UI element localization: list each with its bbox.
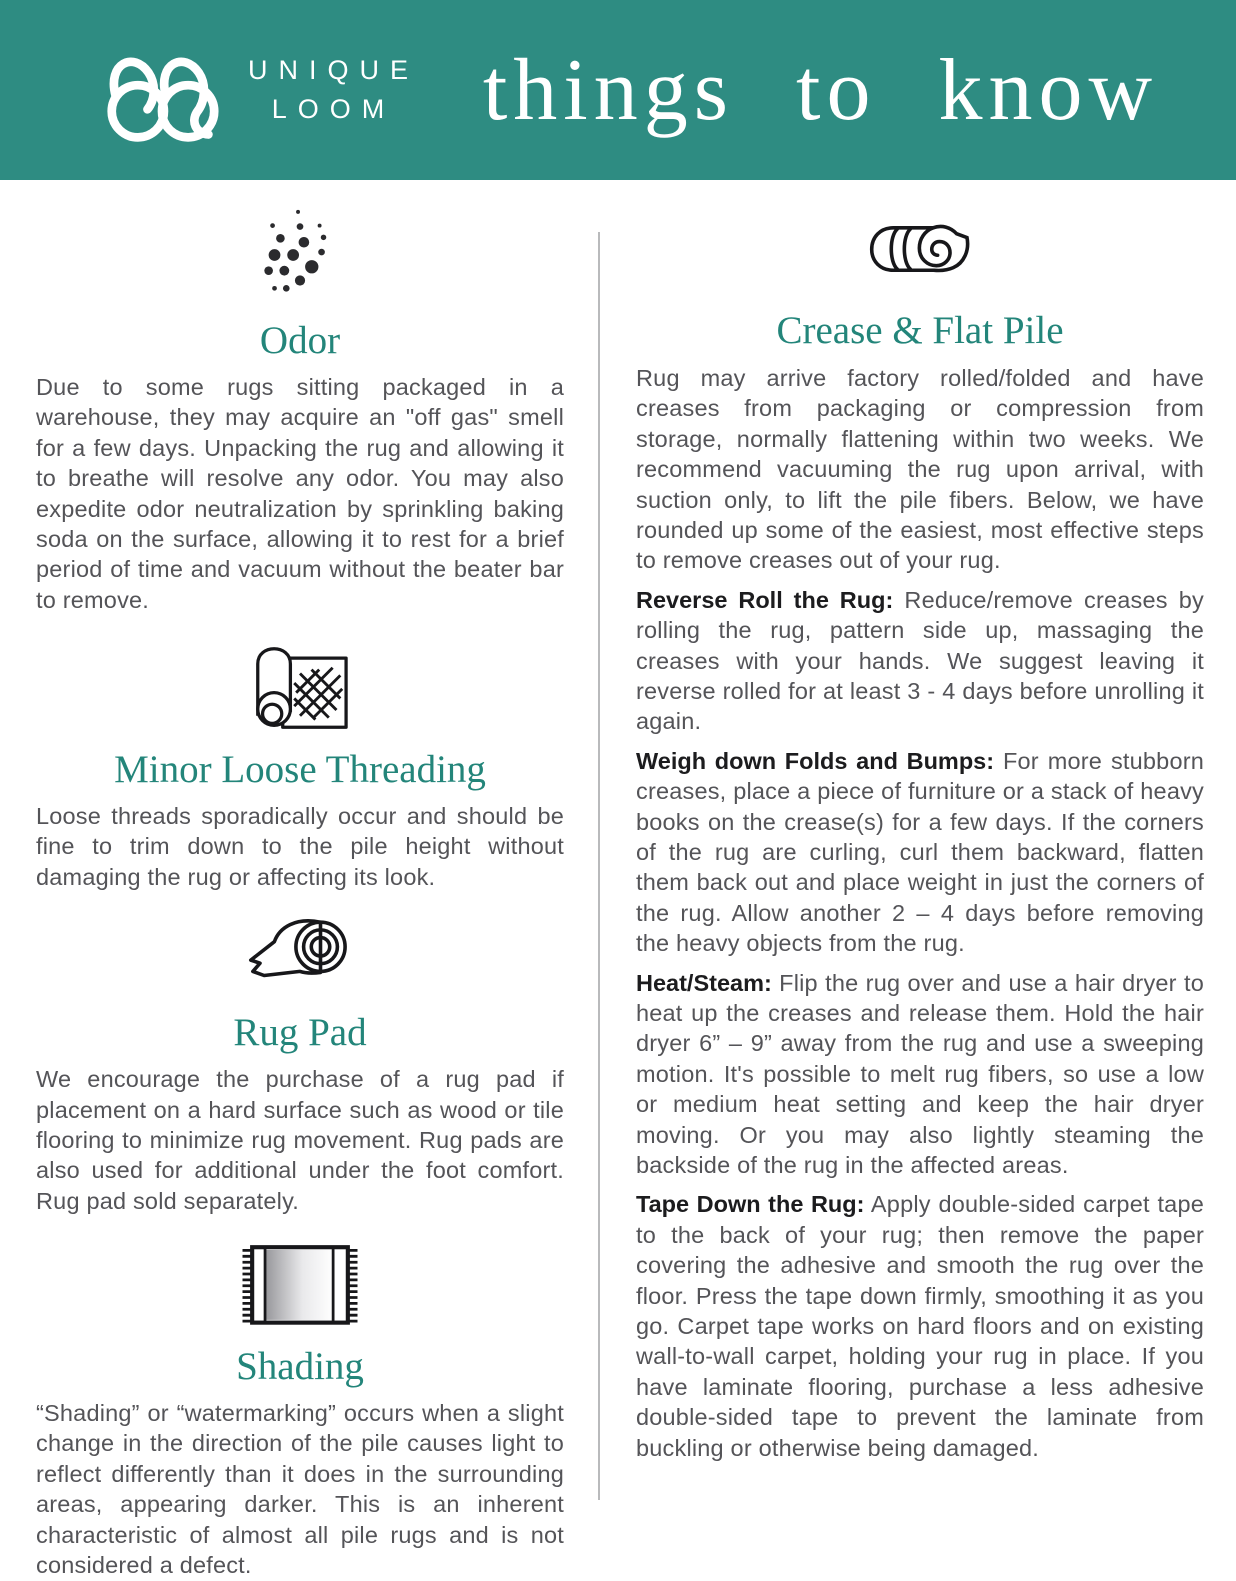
brand-line-1: UNIQUE [248,54,420,85]
shaded-rug-icon [232,1238,368,1330]
tip-text: Reduce/remove creases by rolling the rug, pattern side up, massaging the creases with your hands. We suggest leaving it reverse rolled for at least 3 - 4 days before unrolling it again. [636,586,1204,735]
tip-tape-down [636,1189,1204,1463]
tip-text: Apply double-sided carpet tape to the back of your rug; then remove the paper covering the adhesive and smooth the rug over the floor. Press the tape down firmly, smoothing it as you go. Carpet tape works on hard floors and on existing wall-to-wall carpet, holding your rug in place. If you have laminate flooring, purchase a less adhesive double-sided tape to prevent the laminate from buckling or otherwise being damaged. [636,1191,1204,1461]
section-heading-odor: Odor [259,319,341,362]
section-heading-rug-pad: Rug Pad [233,1011,367,1055]
section-body-threading: Loose threads sporadically occur and should be fine to trim down to the pile height without damaging the rug or affecting its look. [36,803,564,890]
unique-loom-logo-icon [96,32,228,148]
tip-reverse-roll [636,585,1204,737]
section-odor [36,206,564,615]
rolled-rug-side-icon [840,220,1000,282]
section-loose-threading [36,637,564,892]
unrolling-rug-icon [244,637,356,733]
section-shading [36,1238,564,1580]
tip-label: Reverse Roll the Rug: [636,586,894,613]
tip-label: Heat/Steam: [636,969,772,996]
section-body-rug-pad: We encourage the purchase of a rug pad if placement on a hard surface such as wood or tile flooring to minimize rug movement. Rug pads are also used for additional under the foot comfort. Rug pad sold separately. [36,1066,564,1214]
tip-label: Tape Down the Rug: [636,1191,865,1218]
section-rug-pad [36,914,564,1216]
right-column [598,180,1236,1500]
section-heading-crease: Crease & Flat Pile [776,309,1064,352]
tip-weigh-down [636,746,1204,959]
tip-heat-steam [636,968,1204,1181]
page-title: things to know [482,41,1158,139]
brand-line-2: LOOM [271,94,396,124]
column-divider [598,232,600,1500]
section-crease-flat-pile [636,220,1204,1463]
odor-dots-icon [260,206,340,304]
section-body-odor: Due to some rugs sitting packaged in a warehouse, they may acquire an "off gas" smell for a few days. Unpacking the rug and allowing it to breathe will resolve any odor. You may also expedite odor neutralization by sprinkling baking soda on the surface, allowing it to rest for a brief period of time and vacuum without the beater bar to remove. [36,373,564,613]
section-body-crease-intro: Rug may arrive factory rolled/folded and have creases from packaging or compression from storage, normally flattening within two weeks. We recommend vacuuming the rug upon arrival, with suction only, to lift the pile fibers. Below, we have rounded up some of the easiest, most effective steps to remove creases out of your rug. [636,364,1204,574]
tip-text: Flip the rug over and use a hair dryer to heat up the creases and release them. Hold the hair dryer 6” – 9” away from the rug and use a sweeping motion. It's possible to melt rug fibers, so use a low or medium heat setting and keep the hair dryer moving. Or you may also lightly steaming the backside of the rug in the affected areas. [636,969,1204,1179]
left-column [0,180,598,1579]
section-heading-threading: Minor Loose Threading [114,748,486,792]
brand-name [248,51,419,129]
section-body-shading: “Shading” or “watermarking” occurs when a slight change in the direction of the pile causes light to reflect differently than it does in the surrounding areas, appearing darker. This is an inherent characteristic of almost all pile rugs and is not considered a defect. [36,1400,564,1579]
content-area [0,180,1236,1579]
brand-lockup [96,32,419,148]
section-heading-shading: Shading [236,1345,364,1389]
tip-label: Weigh down Folds and Bumps: [636,747,995,774]
tip-text: For more stubborn creases, place a piece of furniture or a stack of heavy books on the crease(s) for a few days. If the corners of the rug are curling, curl them backward, flatten them back out and place weight in just the corners of the rug. Allow another 2 – 4 days before removing the heavy objects from the rug. [636,747,1205,957]
page-header [0,0,1236,180]
rug-pad-roll-icon [242,914,358,996]
